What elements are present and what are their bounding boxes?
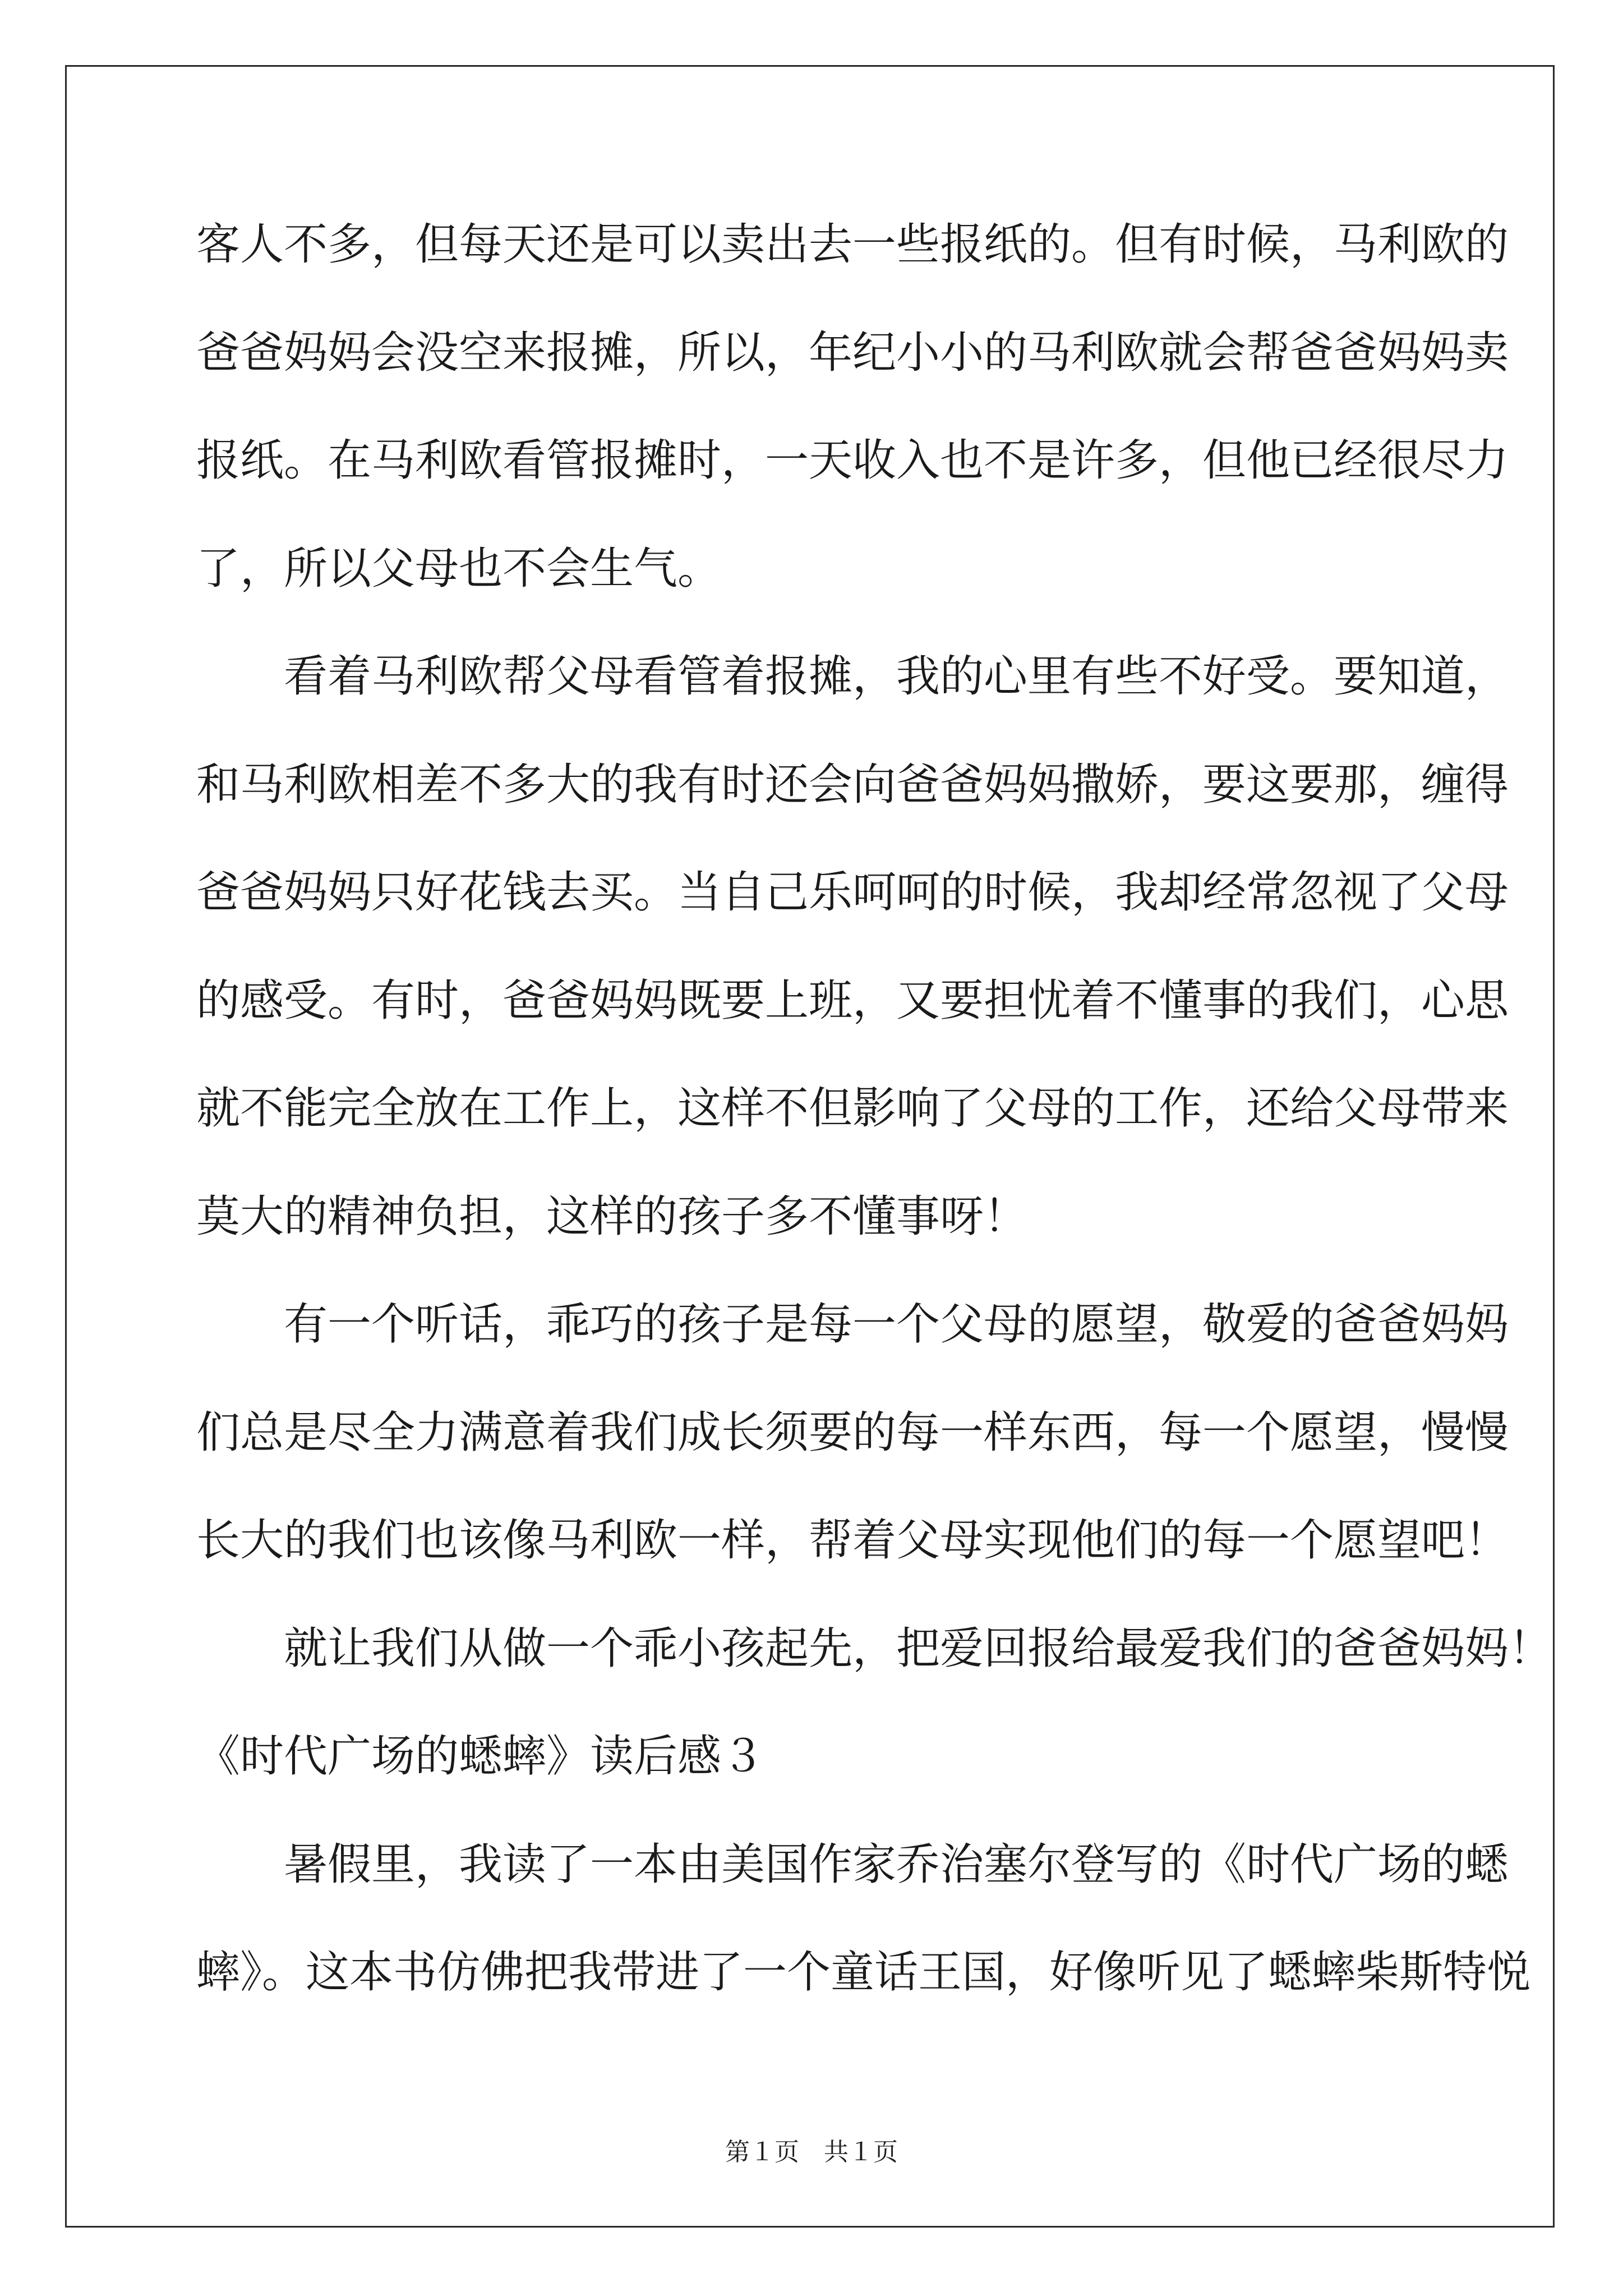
text-line: 客人不多，但每天还是可以卖出去一些报纸的。但有时候，马利欧的 (196, 219, 1509, 270)
text-line: 了，所以父母也不会生气。 (196, 543, 722, 594)
text-line: 莫大的精神负担，这样的孩子多不懂事呀！ (196, 1191, 1028, 1242)
section-title: 《时代广场的蟋蟀》读后感３ (196, 1731, 766, 1782)
text-line: 爸爸妈妈只好花钱去买。当自己乐呵呵的时候，我却经常忽视了父母 (196, 867, 1509, 918)
text-line: 有一个听话，乖巧的孩子是每一个父母的愿望，敬爱的爸爸妈妈 (284, 1299, 1509, 1350)
text-line: 们总是尽全力满意着我们成长须要的每一样东西，每一个愿望，慢慢 (196, 1407, 1509, 1458)
text-line: 和马利欧相差不多大的我有时还会向爸爸妈妈撒娇，要这要那，缠得 (196, 759, 1509, 810)
text-line: 就让我们从做一个乖小孩起先，把爱回报给最爱我们的爸爸妈妈！ (284, 1623, 1553, 1674)
text-line: 的感受。有时，爸爸妈妈既要上班，又要担忧着不懂事的我们，心思 (196, 975, 1509, 1026)
text-line: 暑假里，我读了一本由美国作家乔治塞尔登写的《时代广场的蟋 (284, 1839, 1509, 1890)
text-line: 就不能完全放在工作上，这样不但影响了父母的工作，还给父母带来 (196, 1083, 1509, 1134)
text-line: 蟀》。这本书仿佛把我带进了一个童话王国，好像听见了蟋蟀柴斯特悦 (196, 1947, 1531, 1998)
page-number-footer: 第１页 共１页 (725, 2138, 898, 2166)
text-line: 报纸。在马利欧看管报摊时，一天收入也不是许多，但他已经很尽力 (196, 435, 1509, 486)
document-body (196, 218, 1553, 2054)
text-line: 看着马利欧帮父母看管着报摊，我的心里有些不好受。要知道， (284, 651, 1509, 702)
text-line: 长大的我们也该像马利欧一样，帮着父母实现他们的每一个愿望吧！ (196, 1515, 1509, 1566)
text-line: 爸爸妈妈会没空来报摊，所以，年纪小小的马利欧就会帮爸爸妈妈卖 (196, 327, 1509, 378)
